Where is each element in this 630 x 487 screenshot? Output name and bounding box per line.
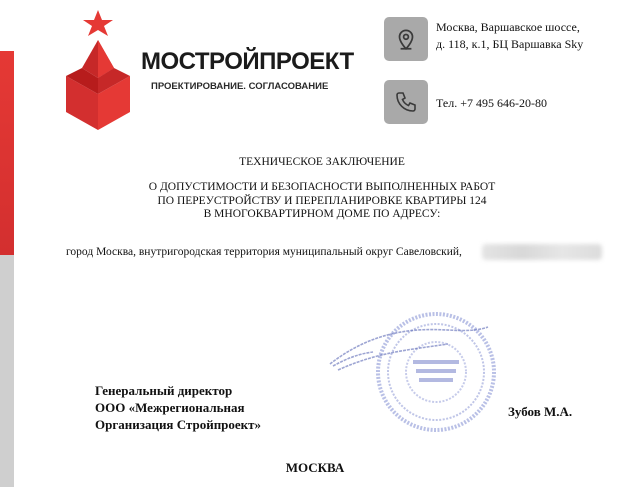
signer-position-line: Генеральный директор <box>95 383 233 398</box>
company-logo-icon <box>58 6 138 132</box>
redacted-address <box>482 244 602 260</box>
address-line-2: д. 118, к.1, БЦ Варшавка Sky <box>436 37 584 51</box>
signer-position-line: Организация Стройпроект» <box>95 417 262 432</box>
company-stamp-icon <box>318 292 523 442</box>
signer-position <box>95 382 261 433</box>
property-address: город Москва, внутригородская территория муниципальный округ Савеловский, <box>66 246 462 258</box>
subject-line: В МНОГОКВАРТИРНОМ ДОМЕ ПО АДРЕСУ: <box>203 208 441 220</box>
company-name: МОСТРОЙПРОЕКТ <box>141 48 354 75</box>
subject-line: О ДОПУСТИМОСТИ И БЕЗОПАСНОСТИ ВЫПОЛНЕННЫХ РАБОТ <box>148 181 496 193</box>
location-pin-icon <box>384 17 428 61</box>
phone-icon <box>384 80 428 124</box>
sidebar-red-bar <box>0 0 14 255</box>
sidebar-stripe <box>0 0 14 487</box>
address-line-1: Москва, Варшавское шоссе, <box>436 20 580 34</box>
subject-line: ПО ПЕРЕУСТРОЙСТВУ И ПЕРЕПЛАНИРОВКЕ КВАРТИРЫ 124 <box>157 194 487 207</box>
document-subject <box>14 181 630 222</box>
phone-number: Тел. +7 495 646-20-80 <box>436 96 547 110</box>
signer-name: Зубов М.А. <box>508 404 573 419</box>
signer-position-line: ООО «Межрегиональная <box>95 400 245 415</box>
document-city: МОСКВА <box>285 460 345 475</box>
company-tagline: ПРОЕКТИРОВАНИЕ. СОГЛАСОВАНИЕ <box>151 81 329 92</box>
document-heading: ТЕХНИЧЕСКОЕ ЗАКЛЮЧЕНИЕ <box>239 156 405 168</box>
